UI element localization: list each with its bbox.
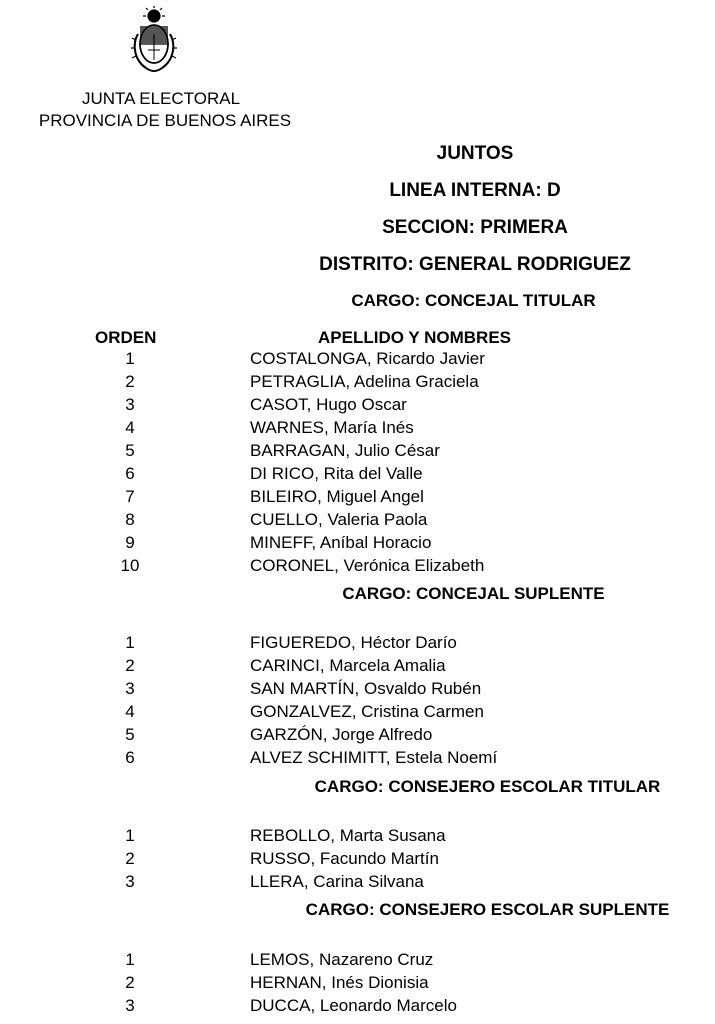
row-order-number: 6 xyxy=(125,748,135,767)
row-order-number: 6 xyxy=(125,464,135,483)
cargo-heading: CARGO: CONCEJAL SUPLENTE xyxy=(342,584,605,603)
row-order-number: 3 xyxy=(125,872,135,891)
row-order-number: 9 xyxy=(125,533,135,552)
party-name: JUNTOS xyxy=(436,143,514,164)
column-header-nombres: APELLIDO Y NOMBRES xyxy=(318,328,512,347)
candidate-name: REBOLLO, Marta Susana xyxy=(250,826,446,845)
candidate-name: GONZALVEZ, Cristina Carmen xyxy=(250,702,484,721)
candidate-name: HERNAN, Inés Dionisia xyxy=(250,973,429,992)
candidate-name: CUELLO, Valeria Paola xyxy=(250,510,428,529)
row-order-number: 2 xyxy=(125,656,135,675)
candidate-name: PETRAGLIA, Adelina Graciela xyxy=(250,372,479,391)
candidate-name: SAN MARTÍN, Osvaldo Rubén xyxy=(250,679,482,698)
row-order-number: 5 xyxy=(125,441,135,460)
row-order-number: 7 xyxy=(125,487,135,506)
row-order-number: 10 xyxy=(120,556,140,575)
candidate-name: DI RICO, Rita del Valle xyxy=(250,464,423,483)
candidate-name: CORONEL, Verónica Elizabeth xyxy=(250,556,485,575)
candidate-name: ALVEZ SCHIMITT, Estela Noemí xyxy=(250,748,498,767)
candidate-name: FIGUEREDO, Héctor Darío xyxy=(250,633,457,652)
candidate-name: COSTALONGA, Ricardo Javier xyxy=(250,349,485,368)
org-name-line2: PROVINCIA DE BUENOS AIRES xyxy=(38,111,292,130)
cargo-heading: CARGO: CONCEJAL TITULAR xyxy=(351,291,596,310)
row-order-number: 4 xyxy=(125,418,135,437)
cargo-heading: CARGO: CONSEJERO ESCOLAR TITULAR xyxy=(314,777,661,796)
candidate-name: WARNES, María Inés xyxy=(250,418,414,437)
candidate-name: BILEIRO, Miguel Angel xyxy=(250,487,424,506)
row-order-number: 3 xyxy=(125,679,135,698)
row-order-number: 5 xyxy=(125,725,135,744)
section-name: SECCION: PRIMERA xyxy=(382,217,568,238)
candidate-name: RUSSO, Facundo Martín xyxy=(250,849,439,868)
row-order-number: 3 xyxy=(125,996,135,1015)
candidate-name: BARRAGAN, Julio César xyxy=(250,441,440,460)
candidate-name: CASOT, Hugo Oscar xyxy=(250,395,407,414)
coat-of-arms-icon xyxy=(128,4,180,78)
candidate-name: LLERA, Carina Silvana xyxy=(250,872,424,891)
row-order-number: 2 xyxy=(125,973,135,992)
candidate-name: CARINCI, Marcela Amalia xyxy=(250,656,446,675)
district-name: DISTRITO: GENERAL RODRIGUEZ xyxy=(319,254,631,275)
candidate-name: GARZÓN, Jorge Alfredo xyxy=(250,725,433,744)
row-order-number: 1 xyxy=(125,826,135,845)
row-order-number: 4 xyxy=(125,702,135,721)
row-order-number: 1 xyxy=(125,633,135,652)
candidate-name: MINEFF, Aníbal Horacio xyxy=(250,533,432,552)
column-header-orden: ORDEN xyxy=(95,328,157,347)
row-order-number: 2 xyxy=(125,372,135,391)
candidate-name: DUCCA, Leonardo Marcelo xyxy=(250,996,457,1015)
row-order-number: 8 xyxy=(125,510,135,529)
row-order-number: 1 xyxy=(125,349,135,368)
row-order-number: 3 xyxy=(125,395,135,414)
org-name-line1: JUNTA ELECTORAL xyxy=(81,89,241,108)
cargo-heading: CARGO: CONSEJERO ESCOLAR SUPLENTE xyxy=(305,900,670,919)
internal-line: LINEA INTERNA: D xyxy=(389,180,561,201)
row-order-number: 2 xyxy=(125,849,135,868)
candidate-name: LEMOS, Nazareno Cruz xyxy=(250,950,434,969)
row-order-number: 1 xyxy=(125,950,135,969)
